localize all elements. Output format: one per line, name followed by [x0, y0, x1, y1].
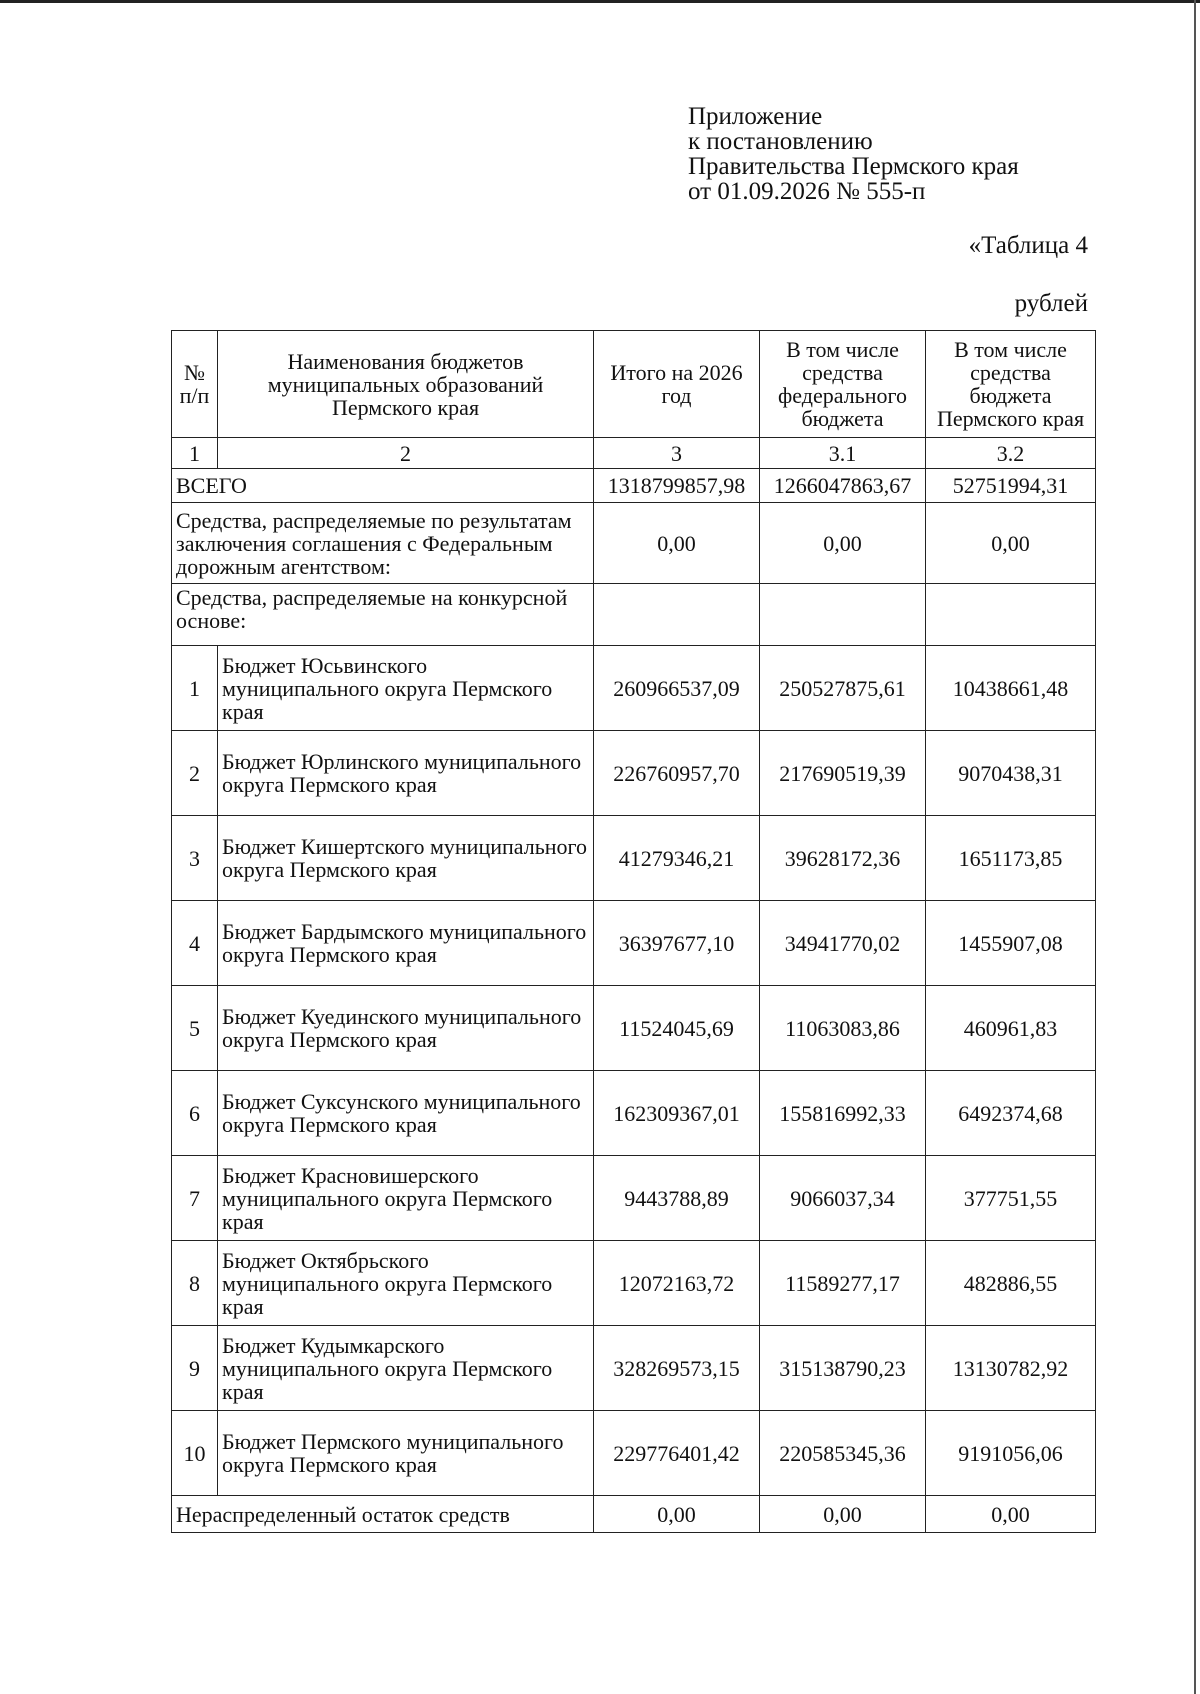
table-row — [172, 731, 1096, 816]
units-label: рублей — [1014, 290, 1088, 317]
total-row-federal: 1266047863,67 — [760, 469, 926, 503]
column-header-name: Наименования бюджетов муниципальных образований Пермского края — [218, 331, 594, 438]
remainder-row-federal: 0,00 — [760, 1496, 926, 1533]
row-regional: 6492374,68 — [926, 1071, 1096, 1156]
row-federal: 217690519,39 — [760, 731, 926, 816]
row-federal: 315138790,23 — [760, 1326, 926, 1411]
remainder-row-total: 0,00 — [594, 1496, 760, 1533]
column-index: 3.2 — [926, 438, 1096, 469]
appendix-header-line: Приложение — [688, 103, 823, 130]
row-regional: 482886,55 — [926, 1241, 1096, 1326]
column-index: 2 — [218, 438, 594, 469]
row-federal: 155816992,33 — [760, 1071, 926, 1156]
row-total: 260966537,09 — [594, 646, 760, 731]
column-header-regional: В том числе средства бюджета Пермского края — [926, 331, 1096, 438]
municipal-rows — [172, 646, 1096, 1496]
federal-agency-row-regional: 0,00 — [926, 503, 1096, 584]
column-index: 3 — [594, 438, 760, 469]
row-federal: 11063083,86 — [760, 986, 926, 1071]
table-header-row — [172, 331, 1096, 438]
federal-agency-row-federal: 0,00 — [760, 503, 926, 584]
remainder-row-regional: 0,00 — [926, 1496, 1096, 1533]
row-federal: 220585345,36 — [760, 1411, 926, 1496]
municipality-name: Бюджет Красновишерского муниципального округа Пермского края — [218, 1156, 594, 1241]
table-row — [172, 1071, 1096, 1156]
remainder-row-label: Нераспределенный остаток средств — [172, 1496, 594, 1533]
row-total: 11524045,69 — [594, 986, 760, 1071]
row-federal: 34941770,02 — [760, 901, 926, 986]
row-number: 7 — [172, 1156, 218, 1241]
table-row — [172, 646, 1096, 731]
municipality-name: Бюджет Пермского муниципального округа Пермского края — [218, 1411, 594, 1496]
table-row — [172, 1241, 1096, 1326]
column-header-num: № п/п — [172, 331, 218, 438]
empty-cell — [760, 584, 926, 646]
page-edge-top — [0, 0, 1200, 3]
row-total: 328269573,15 — [594, 1326, 760, 1411]
row-number: 5 — [172, 986, 218, 1071]
row-regional: 1455907,08 — [926, 901, 1096, 986]
total-row — [172, 469, 1096, 503]
column-header-total: Итого на 2026 год — [594, 331, 760, 438]
federal-agency-row — [172, 503, 1096, 584]
municipality-name: Бюджет Куединского муниципального округа Пермского края — [218, 986, 594, 1071]
appendix-header-line: к постановлению — [688, 128, 873, 155]
row-number: 2 — [172, 731, 218, 816]
competitive-section-label: Средства, распределяемые на конкурсной основе: — [172, 584, 594, 646]
row-total: 41279346,21 — [594, 816, 760, 901]
row-regional: 1651173,85 — [926, 816, 1096, 901]
row-regional: 13130782,92 — [926, 1326, 1096, 1411]
appendix-header-line: от 01.09.2026 № 555-п — [688, 178, 926, 205]
empty-cell — [926, 584, 1096, 646]
column-index: 3.1 — [760, 438, 926, 469]
row-number: 8 — [172, 1241, 218, 1326]
row-federal: 11589277,17 — [760, 1241, 926, 1326]
row-number: 1 — [172, 646, 218, 731]
row-total: 162309367,01 — [594, 1071, 760, 1156]
table-row — [172, 1411, 1096, 1496]
row-number: 3 — [172, 816, 218, 901]
row-regional: 9191056,06 — [926, 1411, 1096, 1496]
table-row — [172, 816, 1096, 901]
municipality-name: Бюджет Кишертского муниципального округа Пермского края — [218, 816, 594, 901]
row-federal: 9066037,34 — [760, 1156, 926, 1241]
appendix-header — [688, 104, 1108, 204]
column-header-federal: В том числе средства федерального бюджета — [760, 331, 926, 438]
row-number: 6 — [172, 1071, 218, 1156]
municipality-name: Бюджет Кудымкарского муниципального округа Пермского края — [218, 1326, 594, 1411]
table-row — [172, 986, 1096, 1071]
row-total: 9443788,89 — [594, 1156, 760, 1241]
municipality-name: Бюджет Суксунского муниципального округа Пермского края — [218, 1071, 594, 1156]
table-row — [172, 901, 1096, 986]
row-total: 226760957,70 — [594, 731, 760, 816]
appendix-header-line: Правительства Пермского края — [688, 153, 1019, 180]
row-regional: 10438661,48 — [926, 646, 1096, 731]
table-row — [172, 1156, 1096, 1241]
row-regional: 9070438,31 — [926, 731, 1096, 816]
municipality-name: Бюджет Юрлинского муниципального округа Пермского края — [218, 731, 594, 816]
row-regional: 460961,83 — [926, 986, 1096, 1071]
row-total: 12072163,72 — [594, 1241, 760, 1326]
page-edge-right — [1194, 0, 1196, 1694]
column-index-row — [172, 438, 1096, 469]
row-total: 36397677,10 — [594, 901, 760, 986]
federal-agency-row-total: 0,00 — [594, 503, 760, 584]
row-total: 229776401,42 — [594, 1411, 760, 1496]
empty-cell — [594, 584, 760, 646]
row-number: 10 — [172, 1411, 218, 1496]
budget-table — [171, 330, 1096, 1533]
total-row-regional: 52751994,31 — [926, 469, 1096, 503]
row-number: 4 — [172, 901, 218, 986]
row-regional: 377751,55 — [926, 1156, 1096, 1241]
table-row — [172, 1326, 1096, 1411]
row-number: 9 — [172, 1326, 218, 1411]
competitive-section-row — [172, 584, 1096, 646]
row-federal: 250527875,61 — [760, 646, 926, 731]
municipality-name: Бюджет Юсьвинского муниципального округа Пермского края — [218, 646, 594, 731]
row-federal: 39628172,36 — [760, 816, 926, 901]
municipality-name: Бюджет Бардымского муниципального округа Пермского края — [218, 901, 594, 986]
table-label: «Таблица 4 — [968, 232, 1088, 259]
column-index: 1 — [172, 438, 218, 469]
federal-agency-row-label: Средства, распределяемые по результатам заключения соглашения с Федеральным дорожным агентством: — [172, 503, 594, 584]
remainder-row — [172, 1496, 1096, 1533]
municipality-name: Бюджет Октябрьского муниципального округа Пермского края — [218, 1241, 594, 1326]
total-row-total: 1318799857,98 — [594, 469, 760, 503]
total-row-label: ВСЕГО — [172, 469, 594, 503]
